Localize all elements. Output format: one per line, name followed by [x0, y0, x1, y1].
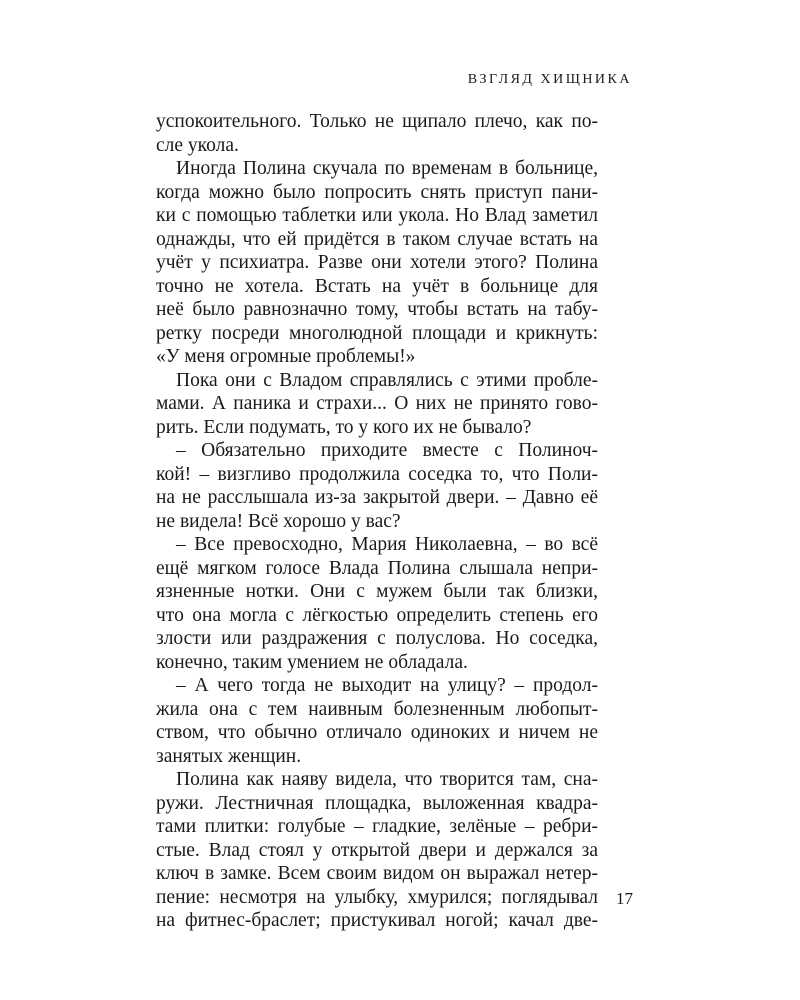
text-line: ретку посреди многолюдной площади и крикнуть: — [156, 322, 598, 344]
text-line: ружи. Лестничная площадка, выложенная квадра- — [156, 792, 598, 814]
text-line: неё было равнозначно тому, чтобы встать на табу- — [156, 299, 598, 320]
text-line: Иногда Полина скучала по временам в больнице, — [176, 158, 598, 179]
text-line: – Все превосходно, Мария Николаевна, – во всё — [176, 534, 598, 555]
running-header: ВЗГЛЯД ХИЩНИКА — [467, 72, 632, 87]
text-line: сле укола. — [156, 134, 239, 156]
text-line: точно не хотела. Встать на учёт в больнице для — [156, 275, 598, 297]
text-line: что она могла с лёгкостью определить степень его — [156, 604, 598, 626]
text-line: однажды, что ей придётся в таком случае встать на — [156, 228, 598, 250]
text-line: мами. А паника и страхи... О них не принято гово- — [156, 393, 598, 414]
text-line: тами плитки: голубые – гладкие, зелёные – ребри- — [156, 816, 598, 837]
text-line: учёт у психиатра. Разве они хотели этого? Полина — [156, 252, 598, 273]
text-line: Пока они с Владом справлялись с этими пробле- — [176, 369, 598, 391]
text-line: рить. Если подумать, то у кого их не бывало? — [156, 416, 532, 438]
page-body-text — [156, 110, 598, 933]
text-line: язненные нотки. Они с мужем были так близки, — [156, 581, 598, 602]
text-line: – Обязательно приходите вместе с Полиноч- — [176, 440, 598, 461]
text-line: занятых женщин. — [156, 745, 302, 767]
text-line: ключ в замке. Всем своим видом он выражал нетер- — [156, 863, 598, 884]
text-line: успокоительного. Только не щипало плечо, как по- — [156, 111, 598, 132]
text-line: конечно, таким умением не обладала. — [156, 651, 468, 673]
text-line: «У меня огромные проблемы!» — [156, 346, 416, 367]
text-line: не видела! Всё хорошо у вас? — [156, 510, 401, 532]
page-number: 17 — [616, 889, 633, 908]
text-line: ки с помощью таблетки или укола. Но Влад заметил — [156, 205, 598, 226]
text-line: ством, что обычно отличало одиноких и ничем не — [156, 722, 598, 743]
text-line: стые. Влад стоял у открытой двери и держался за — [156, 839, 598, 861]
text-line: ещё мягком голосе Влада Полина слышала непри- — [156, 557, 598, 579]
text-line: на не расслышала из-за закрытой двери. – Давно её — [156, 487, 598, 508]
text-line: когда можно было попросить снять приступ пани- — [156, 181, 598, 203]
text-line: Полина как наяву видела, что творится там, сна- — [176, 769, 598, 790]
text-line: – А чего тогда не выходит на улицу? – продол- — [176, 675, 598, 696]
text-line: пение: несмотря на улыбку, хмурился; поглядывал — [156, 886, 598, 908]
text-line: кой! – визгливо продолжила соседка то, что Поли- — [156, 463, 598, 485]
text-line: на фитнес-браслет; пристукивал ногой; качал две- — [156, 910, 598, 931]
text-line: жила она с тем наивным болезненным любопыт- — [156, 698, 598, 720]
text-line: злости или раздражения с полуслова. Но соседка, — [156, 628, 598, 649]
